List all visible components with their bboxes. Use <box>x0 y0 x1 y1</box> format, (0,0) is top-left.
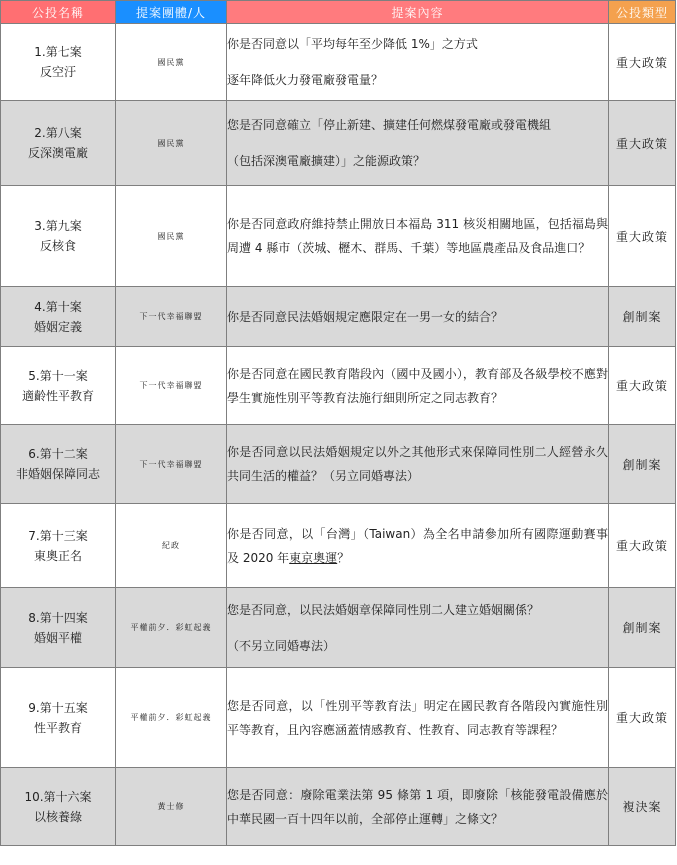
case-number: 8.第十四案 <box>28 610 88 625</box>
case-number: 6.第十二案 <box>28 447 88 461</box>
table-row <box>1 24 676 101</box>
table-row <box>1 504 676 588</box>
case-name-cell <box>1 588 116 668</box>
content-cell <box>227 347 609 425</box>
case-number: 3.第九案 <box>34 219 82 233</box>
content-cell <box>227 24 609 101</box>
content-text: 你是否同意在國民教育階段內（國中及國小），教育部及各級學校不應對學生實施性別平等教育法施行細則所定之同志教育？ <box>227 366 608 405</box>
content-text-post: ？ <box>337 550 350 565</box>
case-name-cell <box>1 186 116 287</box>
table-row <box>1 425 676 504</box>
case-number: 10.第十六案 <box>24 789 92 804</box>
proposer-cell: 下一代幸福聯盟 <box>116 425 227 504</box>
header-type: 公投類型 <box>609 1 676 24</box>
content-cell <box>227 287 609 347</box>
type-cell: 重大政策 <box>609 101 676 186</box>
table-row <box>1 347 676 425</box>
content-text: 您是否同意確立「停止新建、擴建任何燃煤發電廠或發電機組 <box>227 118 552 132</box>
proposer-cell: 黃士修 <box>116 768 227 846</box>
type-cell: 重大政策 <box>609 186 676 287</box>
case-number: 5.第十一案 <box>28 368 88 383</box>
case-name-cell <box>1 101 116 186</box>
proposer-cell: 國民黨 <box>116 101 227 186</box>
content-text: 您是否同意，以民法婚姻章保障同性別二人建立婚姻關係？ <box>227 602 540 617</box>
content-text: （不另立同婚專法） <box>227 638 336 653</box>
case-title: 反核食 <box>39 239 76 253</box>
content-cell <box>227 101 609 186</box>
case-name-cell <box>1 668 116 768</box>
content-text: 您是否同意，以「性別平等教育法」明定在國民教育各階段內實施性別平等教育，且內容應涵蓋情感教育、性教育、同志教育等課程？ <box>227 698 608 737</box>
type-cell: 重大政策 <box>609 347 676 425</box>
case-title: 反空汙 <box>39 65 76 79</box>
content-text <box>227 522 608 570</box>
table-row <box>1 287 676 347</box>
type-cell: 重大政策 <box>609 668 676 768</box>
content-text: 你是否同意以「平均每年至少降低 1%」之方式 <box>227 37 478 51</box>
case-number: 2.第八案 <box>34 126 82 140</box>
header-content: 提案內容 <box>227 1 609 24</box>
case-name-cell <box>1 768 116 846</box>
proposer-cell: 平權前夕．彩虹起義 <box>116 668 227 768</box>
content-text: 你是否同意以民法婚姻規定以外之其他形式來保障同性別二人經營永久共同生活的權益？（另立同婚專法） <box>227 445 608 483</box>
header-row <box>1 1 676 24</box>
proposer-cell: 紀政 <box>116 504 227 588</box>
table-row <box>1 186 676 287</box>
case-title: 適齡性平教育 <box>21 388 94 403</box>
case-name-cell <box>1 504 116 588</box>
proposer-cell: 下一代幸福聯盟 <box>116 347 227 425</box>
case-name-cell <box>1 425 116 504</box>
header-case-name: 公投名稱 <box>1 1 116 24</box>
proposer-cell: 國民黨 <box>116 24 227 101</box>
content-cell <box>227 668 609 768</box>
content-cell <box>227 504 609 588</box>
proposer-cell: 國民黨 <box>116 186 227 287</box>
type-cell: 重大政策 <box>609 24 676 101</box>
content-cell <box>227 186 609 287</box>
type-cell: 創制案 <box>609 588 676 668</box>
proposer-cell: 平權前夕．彩虹起義 <box>116 588 227 668</box>
content-cell <box>227 768 609 846</box>
case-title: 非婚姻保障同志 <box>15 467 100 481</box>
content-text: 您是否同意：廢除電業法第 95 條第 1 項，即廢除「核能發電設備應於中華民國一百十四年以前，全部停止運轉」之條文？ <box>227 787 608 826</box>
table-row <box>1 768 676 846</box>
type-cell: 重大政策 <box>609 504 676 588</box>
case-title: 以核養綠 <box>33 809 82 824</box>
type-cell: 創制案 <box>609 287 676 347</box>
case-title: 反深澳電廠 <box>27 146 88 160</box>
table-row <box>1 588 676 668</box>
content-text: 你是否同意政府維持禁止開放日本福島 311 核災相關地區，包括福島與周遭 4 縣市（茨城、櫪木、群馬、千葉）等地區農產品及食品進口？ <box>227 217 608 255</box>
content-text: 逐年降低火力發電廠發電量？ <box>227 73 384 87</box>
case-title: 婚姻定義 <box>33 319 82 334</box>
header-proposer: 提案團體/人 <box>116 1 227 24</box>
proposer-cell: 下一代幸福聯盟 <box>116 287 227 347</box>
case-name-cell <box>1 347 116 425</box>
content-cell <box>227 425 609 504</box>
type-cell: 創制案 <box>609 425 676 504</box>
table-row <box>1 668 676 768</box>
content-text-pre: 你是否同意，以「台灣」（Taiwan）為全名申請參加所有國際運動賽事及 2020 年 <box>227 526 608 565</box>
content-text: （包括深澳電廠擴建）」之能源政策？ <box>227 154 426 168</box>
case-number: 7.第十三案 <box>28 528 88 543</box>
case-name-cell <box>1 287 116 347</box>
case-name-cell <box>1 24 116 101</box>
content-text: 你是否同意民法婚姻規定應限定在一男一女的結合？ <box>227 309 504 324</box>
case-title: 東奧正名 <box>33 548 82 563</box>
case-number: 4.第十案 <box>34 299 82 314</box>
case-number: 1.第七案 <box>34 45 82 59</box>
case-title: 婚姻平權 <box>33 630 82 645</box>
case-number: 9.第十五案 <box>28 700 88 715</box>
table-row <box>1 101 676 186</box>
type-cell: 複決案 <box>609 768 676 846</box>
case-title: 性平教育 <box>33 720 82 735</box>
tokyo-olympics-link[interactable]: 東京奧運 <box>289 550 338 565</box>
content-cell <box>227 588 609 668</box>
